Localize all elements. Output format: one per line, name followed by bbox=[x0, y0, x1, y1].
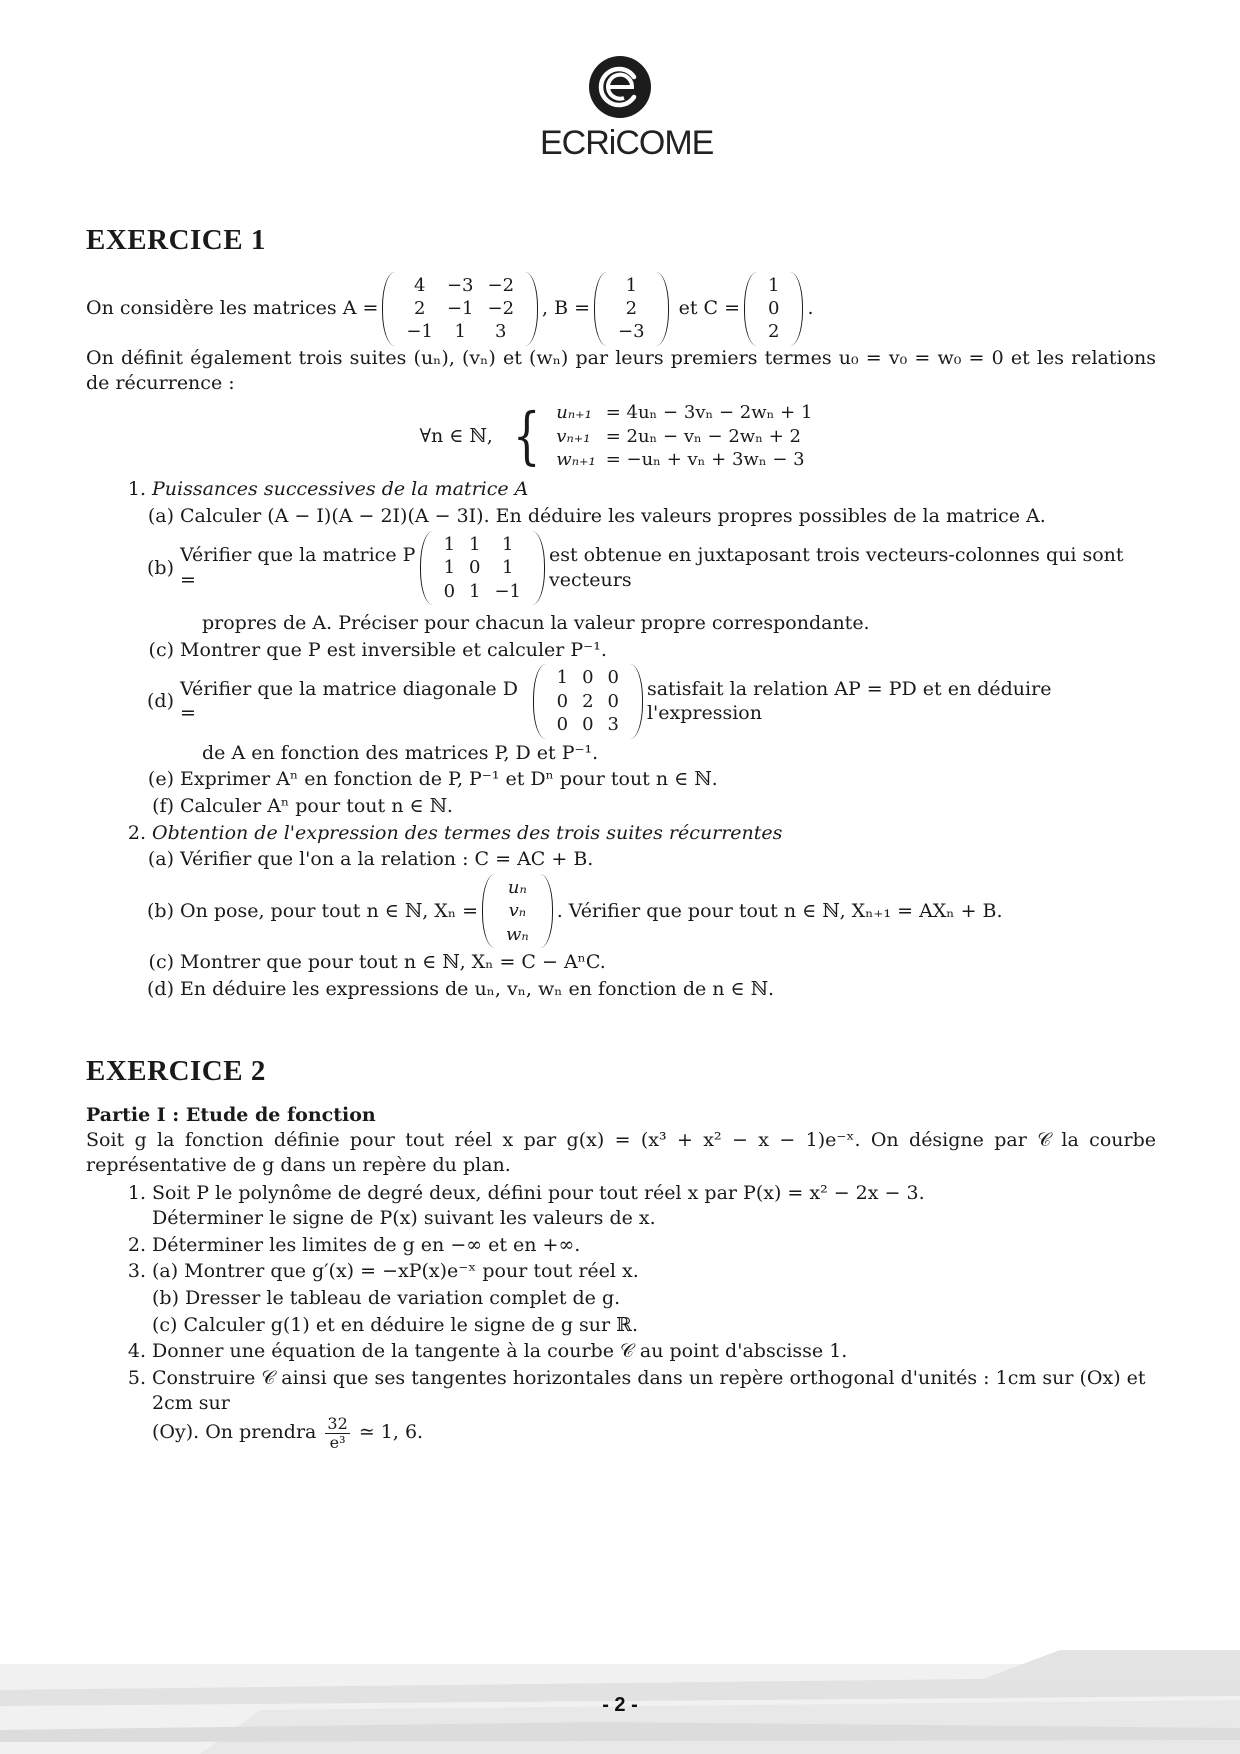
matrix-cell: 0 bbox=[443, 580, 456, 602]
matrix-cell: 1 bbox=[625, 274, 638, 296]
matrix-cell: 2 bbox=[582, 690, 594, 712]
matrix-cell: uₙ bbox=[507, 876, 527, 898]
ex2-questions bbox=[120, 1181, 1156, 1451]
question-1b-continuation: propres de A. Préciser pour chacun la valeur propre correspondante. bbox=[202, 611, 870, 634]
exercise-1-title: EXERCICE 1 bbox=[86, 224, 266, 256]
matrix-cell: wₙ bbox=[506, 923, 529, 945]
left-brace: { bbox=[512, 399, 541, 473]
matrix-cell: 2 bbox=[625, 298, 638, 320]
matrix-cell: 4 bbox=[413, 274, 426, 296]
matrix-cell: 0 bbox=[556, 690, 569, 712]
question-1b: (b) Vérifier que la matrice P = 1 1 1 1 0 1 0 1 −1 est obtenue en juxtaposant trois vecteurs-colonnes qui sont vecteurs bbox=[144, 531, 1156, 605]
matrix-cell: 0 bbox=[582, 667, 594, 689]
logo-text: ECRiCOME bbox=[540, 124, 714, 162]
matrix-cell: −1 bbox=[446, 298, 474, 320]
matrix-cell: −2 bbox=[487, 298, 515, 320]
matrix-cell: −1 bbox=[406, 321, 433, 343]
ecricome-logo-icon bbox=[588, 55, 652, 119]
page-content bbox=[86, 222, 1156, 1454]
matrix-d bbox=[533, 664, 643, 738]
matrix-cell: 1 bbox=[443, 533, 456, 555]
ex2-question-1: 1. Soit P le polynôme de degré deux, défini pour tout réel x par P(x) = x² − 2x − 3. Déterminer le signe de P(x) suivant les valeurs de x. bbox=[127, 1182, 925, 1229]
ex2-intro: Soit g la fonction définie pour tout réel x par g(x) = (x³ + x² − x − 1)e⁻ˣ. On désigne par 𝒞 la courbe représentative de g dans un repère du plan. bbox=[86, 1128, 1156, 1176]
page-number: - 2 - bbox=[602, 1694, 638, 1716]
ex2-question-3a: 3. (a) Montrer que g′(x) = −xP(x)e⁻ˣ pour tout réel x. bbox=[127, 1260, 639, 1283]
matrix-cell: 3 bbox=[495, 321, 507, 343]
ex1-questions bbox=[120, 477, 1156, 1001]
question-1e: (e) Exprimer Aⁿ en fonction de P, P⁻¹ et Dⁿ pour tout n ∈ ℕ. bbox=[147, 768, 718, 791]
ecricome-logo bbox=[540, 55, 714, 165]
question-1a: (a) Calculer (A − I)(A − 2I)(A − 3I). En déduire les valeurs propres possibles de la matrice A. bbox=[147, 505, 1046, 528]
matrix-cell: vₙ bbox=[508, 900, 527, 922]
matrix-cell: 0 bbox=[556, 714, 569, 736]
matrix-cell: 1 bbox=[556, 667, 569, 689]
matrix-cell: −1 bbox=[494, 580, 522, 602]
question-2a: (a) Vérifier que l'on a la relation : C = AC + B. bbox=[147, 848, 594, 871]
matrix-cell: 1 bbox=[469, 580, 481, 602]
sequences-definition: On définit également trois suites (uₙ), (vₙ) et (wₙ) par leurs premiers termes u₀ = v₀ = w₀ = 0 et les relations de récurrence : bbox=[86, 346, 1156, 394]
matrices-definition: On considère les matrices A = 4 −3 −2 2 −1 −2 −1 1 3 , B = 1 2 −3 et C = 1 0 2 . bbox=[86, 272, 1156, 346]
question-2d: (d) En déduire les expressions de uₙ, vₙ, wₙ en fonction de n ∈ ℕ. bbox=[147, 977, 775, 1000]
recurrence-equation: uₙ₊₁ = 4uₙ − 3vₙ − 2wₙ + 1 bbox=[556, 402, 813, 424]
matrix-cell: 1 bbox=[469, 533, 481, 555]
matrix-cell: 0 bbox=[607, 690, 619, 712]
ex2-question-3c: (c) Calculer g(1) et en déduire le signe de g sur ℝ. bbox=[152, 1313, 638, 1336]
matrix-b bbox=[594, 272, 669, 346]
matrix-cell: 2 bbox=[768, 321, 780, 343]
question-2: 2. Obtention de l'expression des termes des trois suites récurrentes bbox=[127, 821, 783, 844]
matrix-cell: 1 bbox=[502, 533, 514, 555]
matrix-cell: −3 bbox=[618, 321, 645, 343]
question-1d-continuation: de A en fonction des matrices P, D et P⁻¹. bbox=[202, 741, 599, 764]
recurrence-equation: vₙ₊₁ = 2uₙ − vₙ − 2wₙ + 2 bbox=[556, 425, 801, 447]
matrix-cell: 0 bbox=[607, 667, 619, 689]
question-1d: (d) Vérifier que la matrice diagonale D = 1 0 0 0 2 0 0 0 3 satisfait la relation AP = PD et en déduire l'expression bbox=[144, 664, 1156, 738]
matrix-c bbox=[744, 272, 803, 346]
ex2-question-2: 2. Déterminer les limites de g en −∞ et en +∞. bbox=[127, 1233, 581, 1256]
matrix-cell: 2 bbox=[413, 298, 426, 320]
part-1-title: Partie I : Etude de fonction bbox=[86, 1104, 376, 1127]
matrix-cell: 3 bbox=[607, 714, 619, 736]
fraction-32-over-e3: $\frac{32}{\text{e³}}$ bbox=[327, 1414, 348, 1453]
ex2-question-5: 5. Construire 𝒞 ainsi que ses tangentes horizontales dans un repère orthogonal d'unités : 1cm sur (Ox) et 2cm sur (Oy). On prendra $\frac{32}{\text{e³}}$ ≃ 1, 6. bbox=[127, 1367, 1146, 1453]
matrix-a bbox=[382, 272, 538, 346]
matrix-cell: 1 bbox=[443, 557, 456, 579]
matrix-cell: 0 bbox=[582, 714, 594, 736]
matrix-cell: 0 bbox=[768, 298, 780, 320]
matrix-cell: 1 bbox=[454, 321, 466, 343]
question-1f: (f) Calculer Aⁿ pour tout n ∈ ℕ. bbox=[152, 794, 453, 817]
matrix-cell: 0 bbox=[469, 557, 481, 579]
ex2-question-4: 4. Donner une équation de la tangente à la courbe 𝒞 au point d'abscisse 1. bbox=[127, 1340, 848, 1363]
matrix-x bbox=[482, 874, 553, 948]
recurrence-system: ∀n ∈ ℕ, { uₙ₊₁ = 4uₙ − 3vₙ − 2wₙ + 1 vₙ₊₁ = 2uₙ − vₙ − 2wₙ + 2 wₙ₊₁ = −uₙ + vₙ + 3wₙ − 3 bbox=[86, 401, 1156, 471]
matrix-cell: −3 bbox=[446, 274, 474, 296]
question-1c: (c) Montrer que P est inversible et calculer P⁻¹. bbox=[148, 638, 607, 661]
matrix-cell: 1 bbox=[502, 557, 514, 579]
recurrence-equation: wₙ₊₁ = −uₙ + vₙ + 3wₙ − 3 bbox=[556, 449, 805, 471]
exercise-2-title: EXERCICE 2 bbox=[86, 1055, 266, 1088]
matrix-p bbox=[420, 531, 545, 605]
matrix-cell: 1 bbox=[768, 274, 780, 296]
question-2c: (c) Montrer que pour tout n ∈ ℕ, Xₙ = C − AⁿC. bbox=[148, 951, 606, 974]
question-1: 1. Puissances successives de la matrice A bbox=[127, 478, 529, 501]
question-2b: (b) On pose, pour tout n ∈ ℕ, Xₙ = uₙ vₙ wₙ . Vérifier que pour tout n ∈ ℕ, Xₙ₊₁ = AXₙ + B. bbox=[144, 874, 1156, 948]
ex2-question-3b: (b) Dresser le tableau de variation complet de g. bbox=[152, 1286, 621, 1309]
matrix-cell: −2 bbox=[487, 274, 515, 296]
